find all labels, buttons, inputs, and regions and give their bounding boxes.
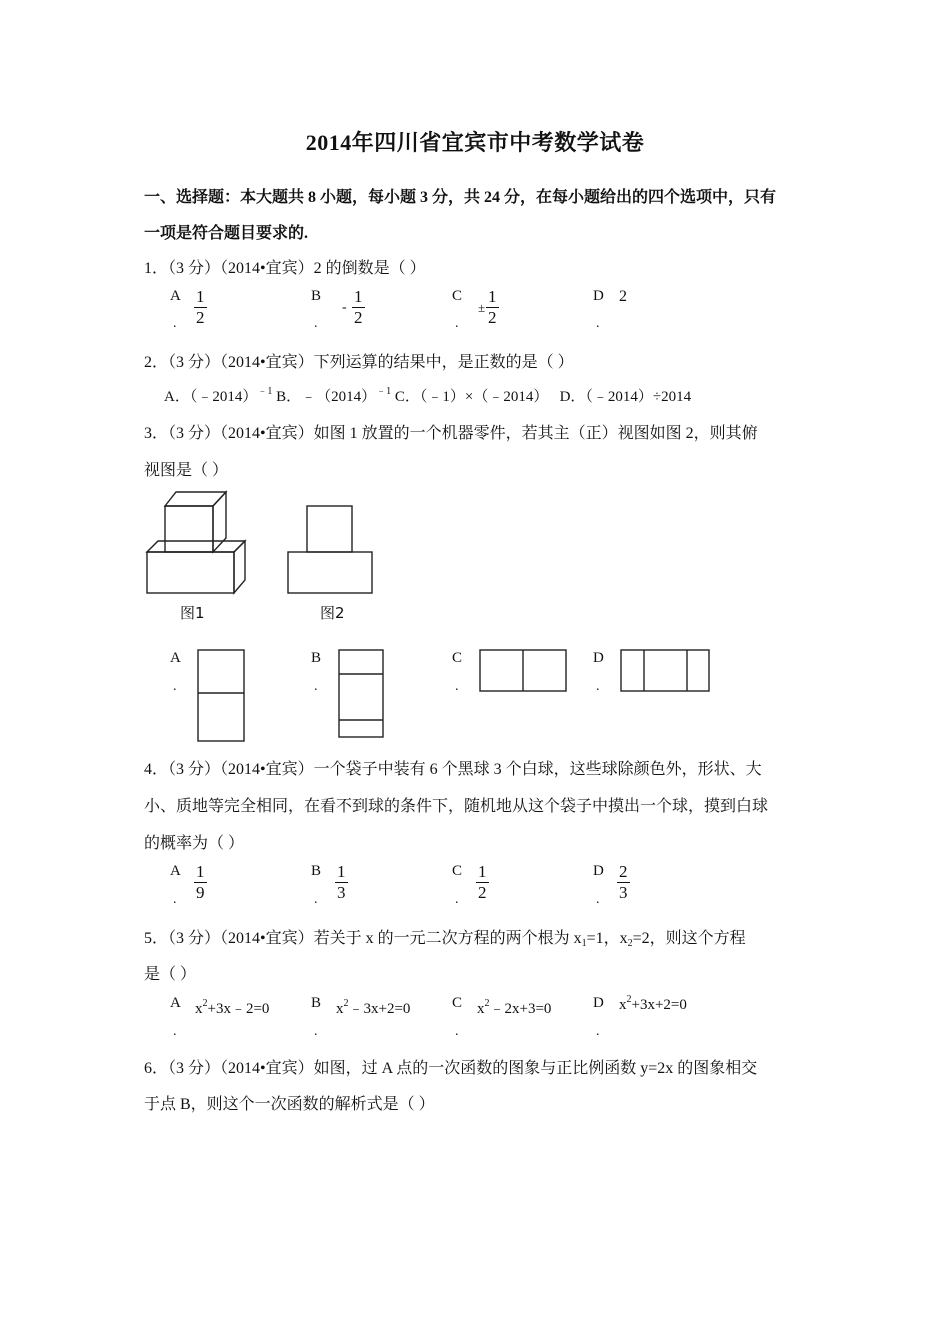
option-b-fraction: 1 3 [337, 862, 346, 902]
option-a-letter: A [170, 288, 181, 304]
option-c-letter: C [452, 650, 463, 666]
option-b-letter: B [311, 863, 322, 879]
section-heading-cont: 一项是符合题目要求的. [144, 225, 309, 242]
option-c-fraction: 1 2 [488, 287, 497, 327]
option-b-top-view [337, 648, 387, 740]
option-b-equation: $x^2﹣3x+2=0$ [336, 998, 411, 1017]
option-d-equation: $x^2+3x+2=0$ [619, 994, 687, 1013]
option-a-top-view [196, 648, 248, 744]
option-a-dot: . [173, 892, 177, 907]
option-c-dot: . [455, 679, 459, 694]
option-b-dot: . [314, 892, 318, 907]
option-b-fraction: 1 2 [354, 287, 363, 327]
question-4-stem: 4．（3 分）（2014•宜宾）一个袋子中装有 6 个黑球 3 个白球，这些球除颜色外，形状、大 [144, 761, 762, 778]
option-d-dot: . [596, 1024, 600, 1039]
option-a-letter: A [170, 995, 181, 1011]
option-d-letter: D [593, 863, 604, 879]
question-2-stem: 2．（3 分）（2014•宜宾）下列运算的结果中，是正数的是（ ） [144, 354, 574, 371]
option-d-dot: . [596, 892, 600, 907]
option-c-top-view [478, 648, 570, 696]
option-a-fraction: 1 2 [196, 287, 205, 327]
option-d-fraction: 2 3 [619, 862, 628, 902]
option-a-dot: . [173, 1024, 177, 1039]
option-c-letter: C [452, 995, 463, 1011]
question-4-stem-cont: 小、质地等完全相同，在看不到球的条件下，随机地从这个袋子中摸出一个球，摸到白球 [144, 798, 769, 815]
option-d-letter: D [593, 650, 604, 666]
question-2-options: A．（﹣2014）$^{﹣1}$ B．$﹣(2014)^{﹣1}$ C．（﹣1）×（﹣2014） D．（﹣2014）÷2014 [164, 386, 692, 405]
figure-2-front-view [288, 506, 372, 593]
option-d-letter: D [593, 995, 604, 1011]
option-c-sign: ± [478, 300, 486, 315]
option-a-fraction: 1 9 [196, 862, 205, 902]
option-b-dot: . [314, 679, 318, 694]
figure-1-caption: 图1 [180, 604, 205, 622]
question-3-stem: 3．（3 分）（2014•宜宾）如图 1 放置的一个机器零件，若其主（正）视图如图 2，则其俯 [144, 425, 758, 442]
option-b-dot: . [314, 316, 318, 331]
option-b-sign: - [342, 300, 347, 315]
option-b-letter: B [311, 288, 322, 304]
option-c-dot: . [455, 316, 459, 331]
option-c-fraction: 1 2 [478, 862, 487, 902]
question-6-stem: 6．（3 分）（2014•宜宾）如图，过 A 点的一次函数的图象与正比例函数 y=2x 的图象相交 [144, 1060, 758, 1077]
option-c-dot: . [455, 892, 459, 907]
section-heading: 一、选择题：本大题共 8 小题，每小题 3 分，共 24 分，在每小题给出的四个选项中，只有 [144, 189, 777, 206]
option-d-value: 2 [619, 288, 627, 305]
option-b-dot: . [314, 1024, 318, 1039]
figure-2-caption: 图2 [320, 604, 345, 622]
figure-1-and-2 [140, 486, 390, 626]
question-1-stem: 1．（3 分）（2014•宜宾）2 的倒数是（ ） [144, 260, 426, 277]
option-a-dot: . [173, 316, 177, 331]
option-c-letter: C [452, 863, 463, 879]
option-a-letter: A [170, 863, 181, 879]
option-c-letter: C [452, 288, 463, 304]
option-c-dot: . [455, 1024, 459, 1039]
question-5-stem: 5．（3 分）（2014•宜宾）若关于 x 的一元二次方程的两个根为 $x_1=1$，$x_2=2$，则这个方程 [144, 930, 746, 949]
question-4-stem-end: 的概率为（ ） [144, 835, 245, 852]
question-6-stem-cont: 于点 B，则这个一次函数的解析式是（ ） [144, 1096, 435, 1113]
figure-1-machine-part [147, 492, 245, 593]
option-a-letter: A [170, 650, 181, 666]
question-3-stem-cont: 视图是（ ） [144, 462, 229, 479]
option-d-letter: D [593, 288, 604, 304]
option-a-dot: . [173, 679, 177, 694]
question-5-stem-cont: 是（ ） [144, 966, 197, 983]
option-c-equation: $x^2﹣2x+3=0$ [477, 998, 552, 1017]
option-d-dot: . [596, 316, 600, 331]
option-a-equation: $x^2+3x﹣2=0$ [195, 998, 270, 1017]
option-d-dot: . [596, 679, 600, 694]
option-b-letter: B [311, 650, 322, 666]
option-d-top-view [619, 648, 713, 696]
option-b-letter: B [311, 995, 322, 1011]
page-title: 2014年四川省宜宾市中考数学试卷 [305, 130, 645, 155]
